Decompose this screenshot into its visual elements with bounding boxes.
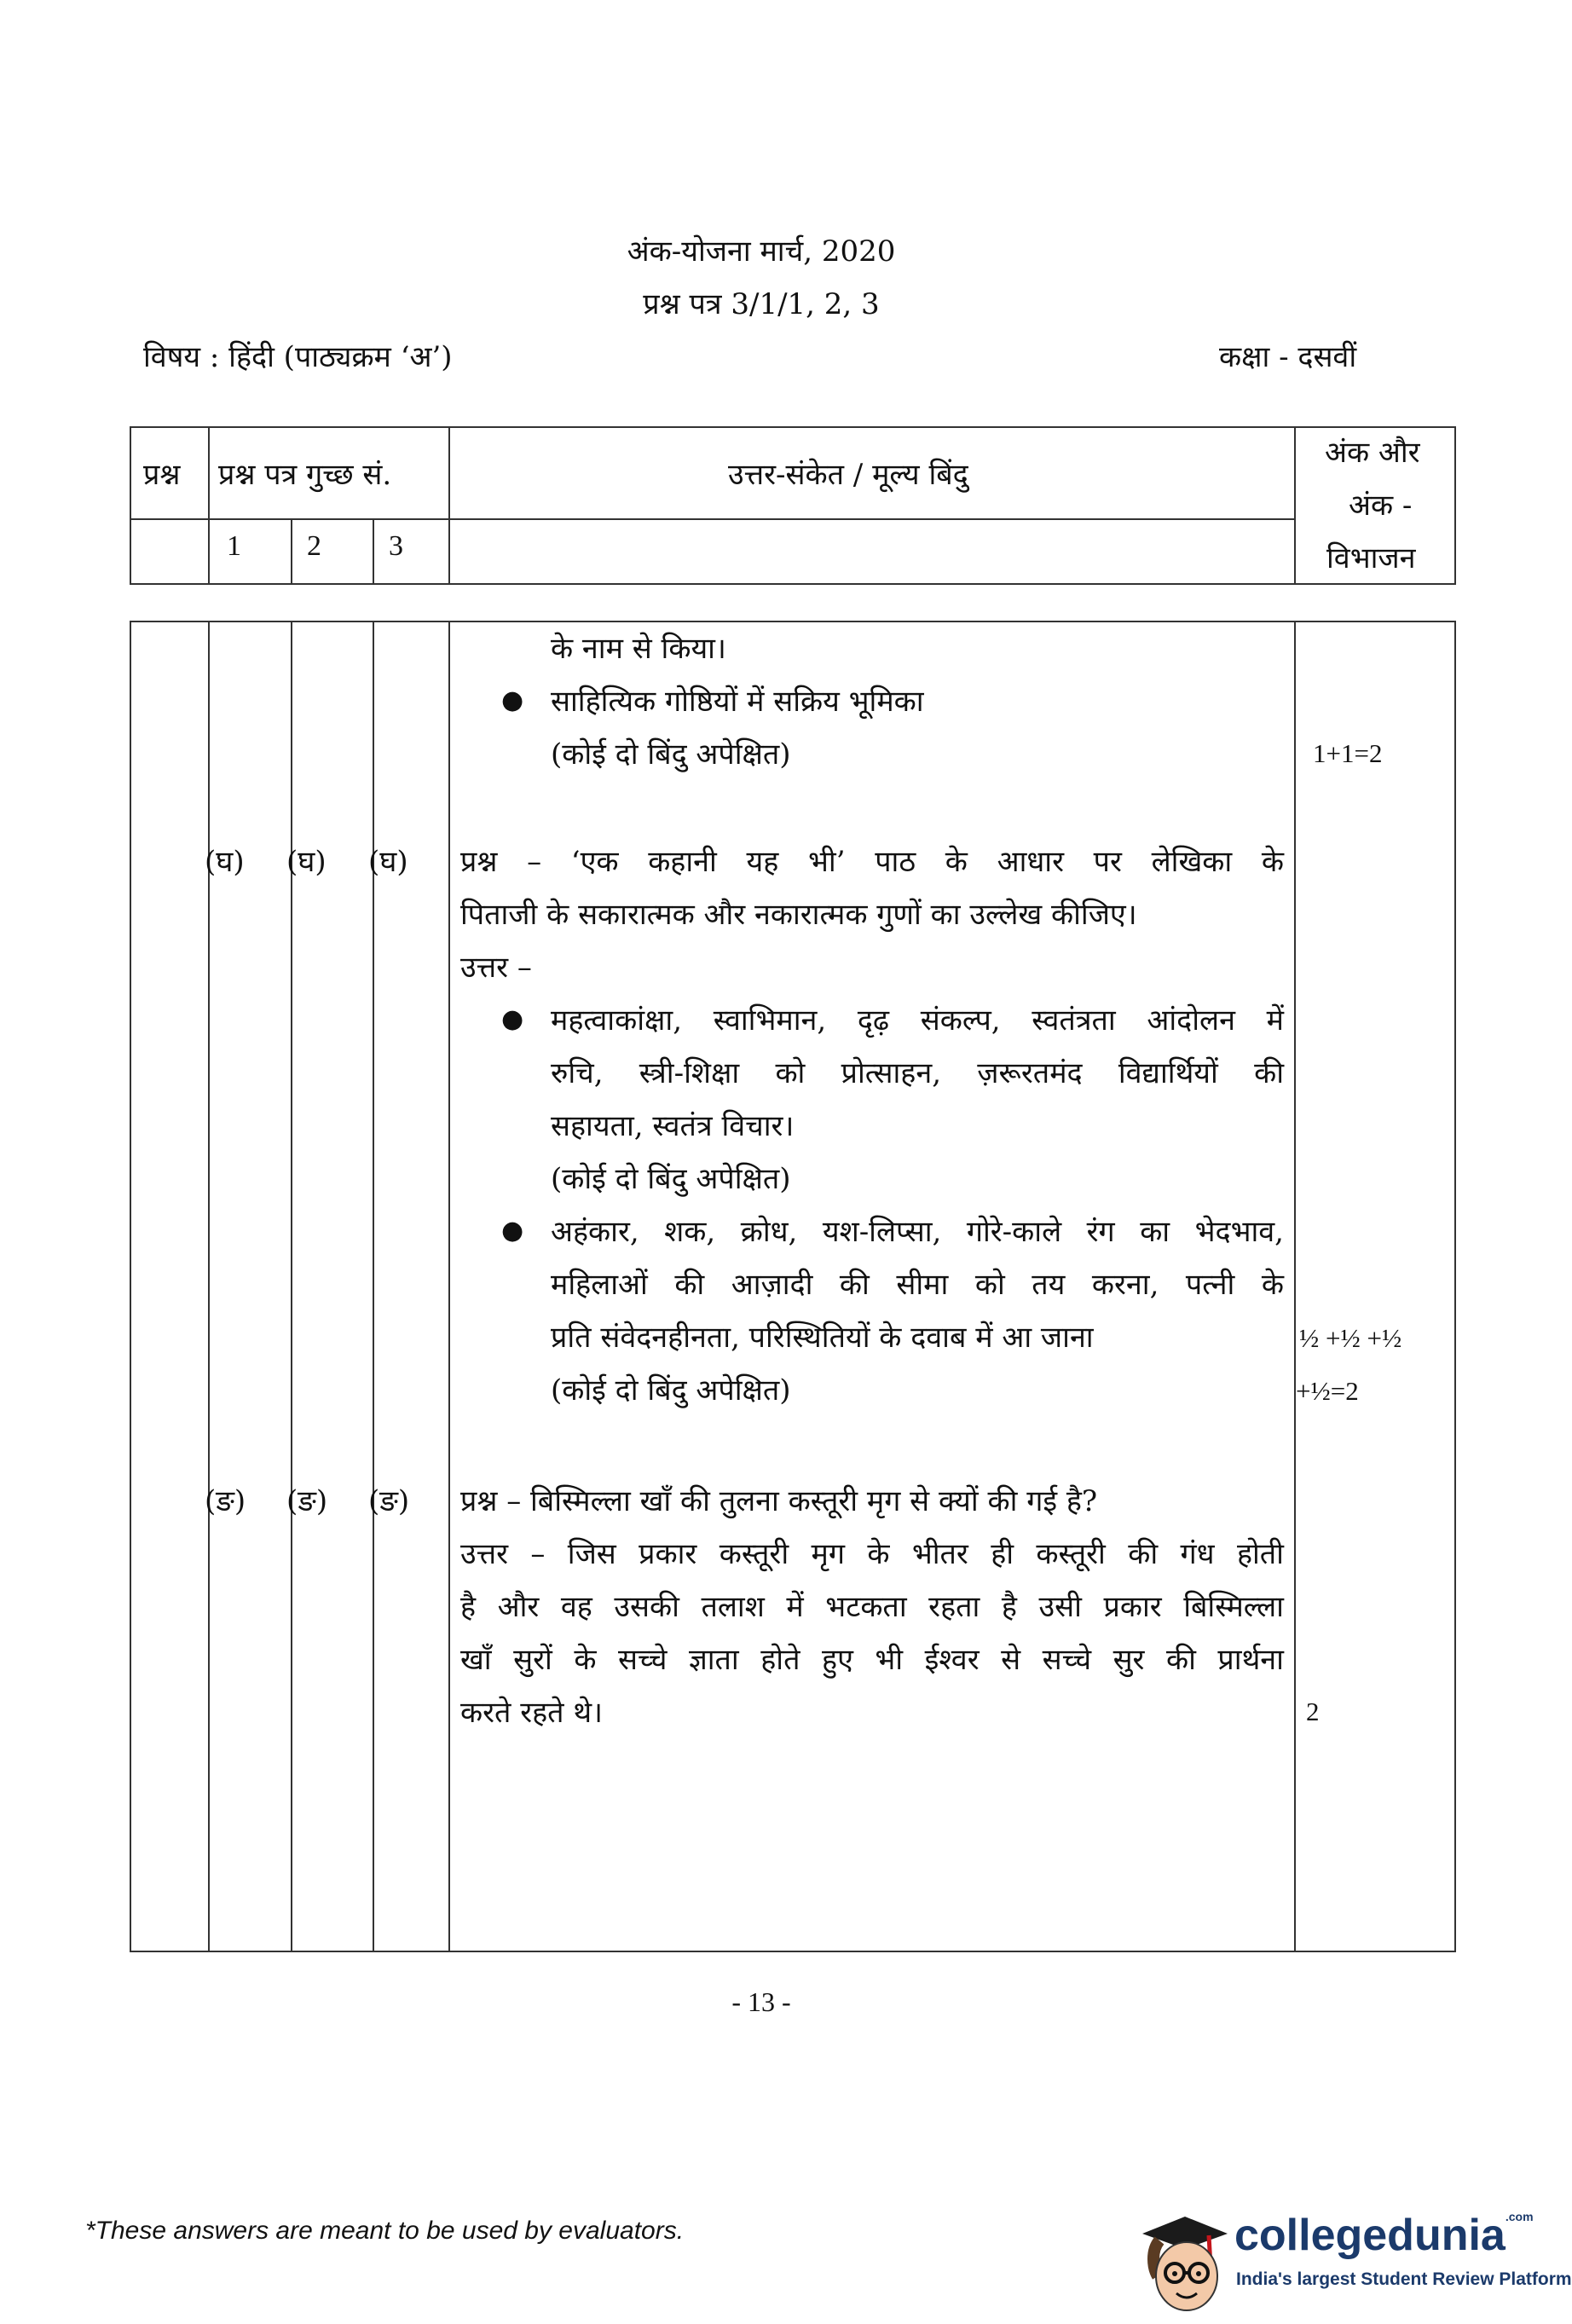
header-question: प्रश्न [143,458,181,492]
bullet-dot: ● [501,1004,524,1034]
continued-note: (कोई दो बिंदु अपेक्षित) [551,737,791,772]
q-nga-answer-line2: है और वह उसकी तलाश में भटकता रहता है उसी प्रकार बिस्मिल्ला [460,1590,1284,1624]
logo-tagline: India's largest Student Review Platform [1236,2269,1572,2289]
table-header [130,426,1456,585]
logo-wordmark: collegedunia$^{.com}$ [1234,2210,1534,2260]
q-gha-negative-line3: प्रति संवेदनहीनता, परिस्थितियों के दवाब में आ जाना [551,1321,1094,1355]
mascot-icon [1134,2200,1236,2319]
page-number: - 13 - [731,1986,791,2017]
subject-label: विषय : हिंदी (पाठ्यक्रम ‘अ’) [143,340,453,374]
paper-code: प्रश्न पत्र 3/1/1, 2, 3 [643,287,880,321]
marks-continued: 1+1=2 [1313,738,1383,768]
continued-bullet: साहित्यिक गोष्ठियों में सक्रिय भूमिका [551,685,924,719]
q-nga-set1: (ङ) [205,1484,246,1518]
q-nga-set2: (ङ) [286,1484,328,1518]
bullet-dot: ● [501,685,524,715]
collegedunia-logo [1134,2200,1572,2319]
continued-line: के नाम से किया। [551,632,726,666]
q-gha-positive-line3: सहायता, स्वतंत्र विचार। [551,1109,795,1143]
q-gha-note2: (कोई दो बिंदु अपेक्षित) [551,1373,791,1408]
header-marks-line3: विभाजन [1326,541,1416,575]
q-nga-answer-line3: खाँ सुरों के सच्चे ज्ञाता होते हुए भी ईश्वर से सच्चे सुर की प्रार्थना [460,1643,1284,1677]
marks-gha-line1: ½ +½ +½ [1299,1323,1402,1353]
q-gha-answer-label: उत्तर – [460,951,532,985]
header-marks-line2: अंक - [1349,489,1413,523]
set-3: 3 [389,530,403,562]
q-nga-answer-line1: उत्तर – जिस प्रकार कस्तूरी मृग के भीतर ही कस्तूरी की गंध होती [460,1537,1284,1571]
header-marks-line1: अंक और [1325,436,1420,470]
q-nga-question: प्रश्न – बिस्मिल्ला खाँ की तुलना कस्तूरी मृग से क्यों की गई है? [460,1484,1098,1518]
q-gha-negative-line2: महिलाओं की आज़ादी की सीमा को तय करना, पत्नी के [551,1268,1284,1302]
q-gha-set2: (घ) [286,845,327,879]
marks-gha-line2: +½=2 [1296,1376,1359,1406]
q-gha-negative-line1: अहंकार, शक, क्रोध, यश-लिप्सा, गोरे-काले रंग का भेदभाव, [551,1215,1284,1249]
q-gha-positive-line1: महत्वाकांक्षा, स्वाभिमान, दृढ़ संकल्प, स्वतंत्रता आंदोलन में [551,1003,1284,1038]
header-answer-hints: उत्तर-संकेत / मूल्य बिंदु [728,458,968,492]
header-set-number: प्रश्न पत्र गुच्छ सं. [218,458,392,492]
q-gha-positive-line2: रुचि, स्त्री-शिक्षा को प्रोत्साहन, ज़रूरतमंद विद्यार्थियों की [551,1056,1284,1090]
marks-nga: 2 [1306,1697,1320,1726]
q-gha-question-line1: प्रश्न – ‘एक कहानी यह भी’ पाठ के आधार पर लेखिका के [460,845,1284,879]
q-gha-note1: (कोई दो बिंदु अपेक्षित) [551,1162,791,1196]
set-1: 1 [227,530,241,562]
q-gha-question-line2: पिताजी के सकारात्मक और नकारात्मक गुणों का उल्लेख कीजिए। [460,898,1137,932]
q-gha-set1: (घ) [205,845,245,879]
footer-note: *These answers are meant to be used by evaluators. [85,2217,685,2245]
class-label: कक्षा - दसवीं [1219,340,1357,374]
q-gha-set3: (घ) [368,845,408,879]
set-2: 2 [307,530,321,562]
bullet-dot: ● [501,1216,524,1246]
document-title: अंक-योजना मार्च, 2020 [627,234,896,269]
q-nga-set3: (ङ) [368,1484,410,1518]
q-nga-answer-line4: करते रहते थे। [460,1696,603,1730]
